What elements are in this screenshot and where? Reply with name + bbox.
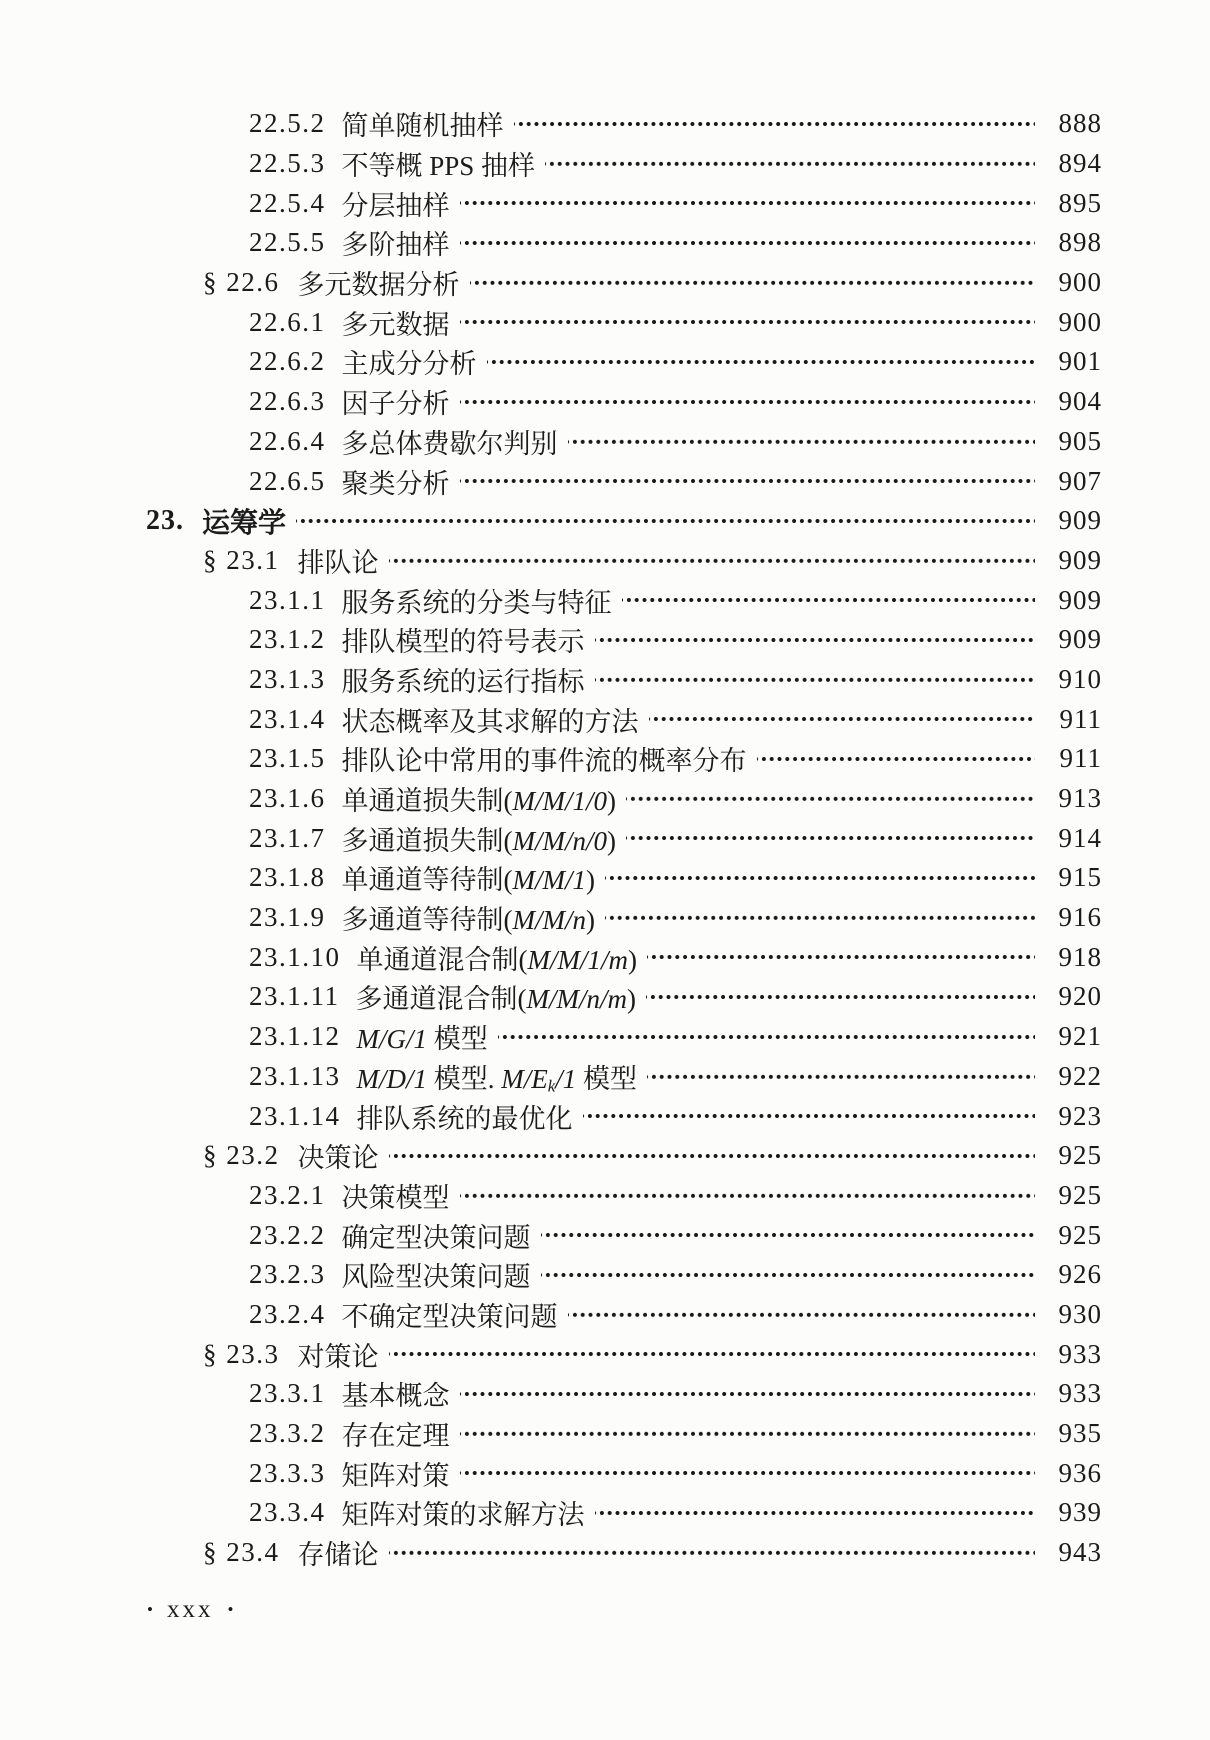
toc-entry-number: 23.1.13 (249, 1060, 341, 1091)
dot-leader (605, 898, 1035, 938)
dot-leader (389, 1533, 1036, 1573)
toc-entry-title (342, 223, 450, 262)
toc-entry-title (356, 977, 637, 1016)
toc-title-text-segment: 多通道混合制( (355, 984, 527, 1015)
toc-title-text-segment: 多元数据分析 (297, 270, 460, 301)
toc-row (0, 461, 1210, 501)
dot-leader (595, 660, 1036, 700)
toc-title-text-segment: 存在定理 (341, 1421, 450, 1452)
toc-row (0, 977, 1210, 1017)
dot-leader (541, 1215, 1036, 1255)
toc-entry-title (342, 144, 536, 183)
dot-leader (389, 1136, 1036, 1176)
toc-title-math-segment: M/M/n (512, 905, 586, 936)
toc-title-text-segment: 运筹学 (202, 507, 287, 539)
toc-row (0, 541, 1210, 581)
toc-title-text-segment: 单通道损失制( (341, 786, 513, 817)
toc-title-text-segment: 确定型决策问题 (341, 1222, 531, 1253)
page-number: 930 (1058, 1298, 1102, 1329)
toc-title-text-segment: ) (628, 944, 637, 975)
toc-entry-title (298, 1136, 379, 1175)
dot-leader (460, 461, 1036, 501)
dot-leader (460, 223, 1036, 263)
page-number: 909 (1058, 505, 1102, 536)
toc-title-text-segment: 服务系统的运行指标 (341, 666, 585, 697)
page-number: 914 (1058, 822, 1102, 853)
toc-entry-number: 22.5.2 (249, 108, 326, 139)
dot-leader (541, 1255, 1036, 1295)
toc-row (0, 898, 1210, 938)
toc-title-text-segment: 因子分析 (341, 389, 450, 420)
dot-leader (583, 1096, 1036, 1136)
toc-entry-number: 23.2.2 (249, 1219, 326, 1250)
toc-entry-title (342, 462, 450, 501)
page-number: 921 (1058, 1021, 1102, 1052)
dot-leader (626, 779, 1035, 819)
dot-leader (389, 541, 1036, 581)
page-number: 895 (1058, 187, 1102, 218)
toc-title-text-segment: 不等概 PPS 抽样 (341, 151, 536, 182)
page-number: 894 (1058, 148, 1102, 179)
toc-row (0, 1215, 1210, 1255)
toc-entry-number: § 23.1 (203, 544, 280, 575)
toc-entry-number: 23.1.11 (249, 981, 340, 1012)
page-number: 925 (1058, 1219, 1102, 1250)
toc-title-math-segment: k (547, 1076, 556, 1096)
toc-entry-title (342, 898, 596, 937)
toc-entry-number: 23.1.7 (249, 822, 326, 853)
toc-entry-title (342, 303, 450, 342)
dot-leader (646, 977, 1035, 1017)
page-number: 909 (1058, 544, 1102, 575)
toc-title-text-segment: 服务系统的分类与特征 (341, 587, 612, 618)
toc-title-text-segment: 单通道等待制( (341, 865, 513, 896)
toc-title-text-segment: 矩阵对策的求解方法 (341, 1500, 585, 1531)
dot-leader (460, 183, 1036, 223)
page-number: 936 (1058, 1457, 1102, 1488)
toc-row (0, 620, 1210, 660)
dot-leader (568, 1295, 1036, 1335)
toc-row (0, 1136, 1210, 1176)
page-number: 935 (1058, 1418, 1102, 1449)
toc-title-text-segment: 状态概率及其求解的方法 (341, 706, 639, 737)
toc-row (0, 1255, 1210, 1295)
page-number: 900 (1058, 306, 1102, 337)
dot-leader (514, 104, 1036, 144)
page-number: 909 (1058, 624, 1102, 655)
toc-entry-number: 22.5.4 (249, 187, 326, 218)
toc-title-text-segment: 排队论 (297, 547, 379, 578)
toc-entry-number: 22.6.1 (249, 306, 326, 337)
toc-row (0, 302, 1210, 342)
dot-leader (460, 1414, 1036, 1454)
toc-entry-title (342, 184, 450, 223)
toc-entry-title (342, 422, 558, 461)
dot-leader (647, 937, 1035, 977)
page-number: 916 (1058, 902, 1102, 933)
toc-entry-title (342, 700, 639, 739)
toc-entry-number: 23.1.4 (249, 703, 326, 734)
toc-title-math-segment: M/E (501, 1063, 548, 1094)
dot-leader (296, 501, 1035, 541)
toc-entry-title (342, 104, 504, 143)
toc-title-text-segment: 排队模型的符号表示 (341, 627, 585, 658)
toc-row (0, 422, 1210, 462)
toc-row (0, 858, 1210, 898)
toc-row (0, 104, 1210, 144)
dot-leader (647, 1057, 1035, 1097)
toc-entry-number: 23.2.4 (249, 1298, 326, 1329)
toc-row (0, 1295, 1210, 1335)
toc-entry-number: 23.1.6 (249, 783, 326, 814)
toc-entry-title (357, 1017, 488, 1056)
toc-title-text-segment: 单通道混合制( (356, 944, 528, 975)
page-number: 900 (1058, 267, 1102, 298)
page-footer (147, 1596, 233, 1624)
toc-row (0, 1017, 1210, 1057)
toc-entry-number: 22.6.5 (249, 465, 326, 496)
page-number: 907 (1058, 465, 1102, 496)
page-number: 943 (1058, 1537, 1102, 1568)
dot-leader (487, 342, 1036, 382)
toc-title-math-segment: M/D/1 (356, 1063, 427, 1094)
toc-entry-number: 23.2.1 (249, 1179, 326, 1210)
dot-leader (622, 580, 1036, 620)
toc-entry-number: 22.6.4 (249, 425, 326, 456)
dot-leader (460, 1374, 1036, 1414)
toc-entry-title (342, 1374, 450, 1413)
toc-title-text-segment: 排队论中常用的事件流的概率分布 (341, 746, 747, 777)
toc-title-text-segment: ) (627, 984, 636, 1015)
toc-row (0, 1453, 1210, 1493)
toc-entry-title (342, 581, 612, 620)
page-number: 926 (1058, 1259, 1102, 1290)
page-number: 933 (1058, 1338, 1102, 1369)
toc-entry-number: 23.2.3 (249, 1259, 326, 1290)
toc-entry-title (342, 1414, 450, 1453)
toc-title-math-segment: M/M/n/0 (512, 825, 607, 856)
toc-entry-title (357, 938, 638, 977)
page-number: 888 (1058, 108, 1102, 139)
toc-title-text-segment: 多阶抽样 (341, 230, 450, 261)
toc-title-text-segment: ) (586, 865, 595, 896)
toc-title-text-segment: 矩阵对策 (341, 1460, 450, 1491)
toc-entry-number: 23.1.9 (249, 902, 326, 933)
toc-title-math-segment: /1 (555, 1063, 577, 1094)
toc-entry-number: 23.1.12 (249, 1021, 341, 1052)
toc-row (0, 1176, 1210, 1216)
toc-row (0, 183, 1210, 223)
page-number: 920 (1058, 981, 1102, 1012)
toc-entry-number: 23.1.1 (249, 584, 326, 615)
toc-entry-title (342, 620, 585, 659)
toc-row (0, 1057, 1210, 1097)
toc-title-math-segment: M/G/1 (356, 1024, 427, 1055)
toc-title-text-segment: 模型 (427, 1024, 488, 1055)
toc-row (0, 144, 1210, 184)
page-number: 933 (1058, 1378, 1102, 1409)
toc-entry-title (342, 1216, 531, 1255)
toc-entry-number: 23.3.1 (249, 1378, 326, 1409)
toc-entry-title (342, 1454, 450, 1493)
toc-entry-number: 23.1.3 (249, 663, 326, 694)
toc-entry-number: 23.1.14 (249, 1100, 341, 1131)
toc-row (0, 382, 1210, 422)
page-number: 939 (1058, 1497, 1102, 1528)
page-number: 909 (1058, 584, 1102, 615)
toc-row (0, 1334, 1210, 1374)
toc-title-text-segment: 多通道等待制( (341, 905, 513, 936)
toc-row (0, 1414, 1210, 1454)
toc-title-text-segment: 多通道损失制( (341, 825, 513, 856)
toc-row (0, 501, 1210, 541)
toc-entry-title (298, 541, 379, 580)
toc-row (0, 1493, 1210, 1533)
toc-row (0, 580, 1210, 620)
toc-entry-number: 23.1.5 (249, 743, 326, 774)
page-number: 910 (1058, 663, 1102, 694)
toc-entry-number: § 23.3 (203, 1338, 280, 1369)
toc-entry-title (342, 382, 450, 421)
toc-row (0, 1096, 1210, 1136)
toc-entry-title (342, 660, 585, 699)
toc-entry-number: § 23.2 (203, 1140, 280, 1171)
toc-entry-number: 23.3.3 (249, 1457, 326, 1488)
page-number: 905 (1058, 425, 1102, 456)
footer-bullet-right: • (227, 1600, 234, 1619)
toc-title-text-segment: 决策论 (297, 1143, 379, 1174)
toc-title-text-segment: ) (586, 905, 595, 936)
toc-title-text-segment: 主成分分析 (341, 349, 477, 380)
toc-row (0, 818, 1210, 858)
page-number: 925 (1058, 1179, 1102, 1210)
page-number: 923 (1058, 1100, 1102, 1131)
toc-entry-number: 22.6.3 (249, 386, 326, 417)
toc-row (0, 263, 1210, 303)
toc-title-text-segment: 简单随机抽样 (341, 111, 504, 142)
dot-leader (757, 739, 1036, 779)
page-number: 915 (1058, 862, 1102, 893)
page-number: 918 (1058, 941, 1102, 972)
dot-leader (460, 382, 1036, 422)
toc-row (0, 699, 1210, 739)
toc-entry-title (342, 342, 477, 381)
toc-row (0, 660, 1210, 700)
toc-entry-number: 23.1.2 (249, 624, 326, 655)
toc-entry-title (357, 1097, 573, 1136)
toc-entry-title (342, 1255, 531, 1294)
page-number: 898 (1058, 227, 1102, 258)
toc-entry-title (342, 1493, 585, 1532)
toc-row (0, 779, 1210, 819)
toc-entry-number: 23.1.10 (249, 941, 341, 972)
toc-entry-title (342, 779, 617, 818)
toc-entry-title (298, 263, 460, 302)
page-number: 904 (1058, 386, 1102, 417)
toc-entry-number: 23.1.8 (249, 862, 326, 893)
dot-leader (460, 1453, 1036, 1493)
toc-title-text-segment: 模型 (576, 1063, 637, 1094)
toc-entry-title (342, 1176, 450, 1215)
toc-entry-title (298, 1335, 379, 1374)
toc-entry-number: § 23.4 (203, 1537, 280, 1568)
dot-leader (460, 1176, 1036, 1216)
toc-title-text-segment: 风险型决策问题 (341, 1262, 531, 1293)
dot-leader (460, 302, 1036, 342)
toc-entry-number: 22.6.2 (249, 346, 326, 377)
toc-entry-title (342, 858, 596, 897)
toc-entry-number: 22.5.3 (249, 148, 326, 179)
page-number: 911 (1059, 703, 1102, 734)
dot-leader (626, 818, 1035, 858)
toc-row (0, 1533, 1210, 1573)
dot-leader (649, 699, 1036, 739)
toc-entry-number: 23. (146, 504, 184, 536)
toc-row (0, 937, 1210, 977)
toc-title-text-segment: 对策论 (297, 1341, 379, 1372)
toc-title-text-segment: 多总体费歇尔判别 (341, 428, 558, 459)
toc-entry-title (342, 739, 747, 778)
dot-leader (470, 263, 1036, 303)
footer-bullet-left: • (147, 1600, 153, 1619)
toc-title-text-segment: 模型. (427, 1063, 502, 1094)
toc-title-text-segment: ) (607, 825, 616, 856)
toc-row (0, 1374, 1210, 1414)
toc-entry-number: 23.3.4 (249, 1497, 326, 1528)
toc (0, 104, 1210, 1572)
page-number: 901 (1058, 346, 1102, 377)
toc-title-text-segment: 聚类分析 (341, 468, 450, 499)
toc-entry-title (298, 1533, 379, 1572)
toc-title-math-segment: M/M/n/m (526, 984, 627, 1015)
toc-entry-number: 22.5.5 (249, 227, 326, 258)
dot-leader (605, 858, 1035, 898)
toc-title-text-segment: 决策模型 (341, 1182, 450, 1213)
toc-title-text-segment: 不确定型决策问题 (341, 1301, 558, 1332)
page-number: 913 (1058, 783, 1102, 814)
toc-row (0, 342, 1210, 382)
toc-entry-title (342, 819, 617, 858)
toc-title-math-segment: M/M/1/0 (512, 786, 607, 817)
page-number: 911 (1059, 743, 1102, 774)
dot-leader (595, 1493, 1036, 1533)
toc-entry-number: 23.3.2 (249, 1418, 326, 1449)
toc-title-text-segment: 多元数据 (341, 309, 450, 340)
toc-entry-title (342, 1295, 558, 1334)
toc-title-text-segment: 排队系统的最优化 (356, 1103, 573, 1134)
toc-row (0, 739, 1210, 779)
dot-leader (545, 144, 1035, 184)
dot-leader (498, 1017, 1035, 1057)
toc-title-math-segment: M/M/1/m (527, 944, 628, 975)
toc-title-text-segment: 存储论 (297, 1540, 379, 1571)
toc-title-text-segment: 分层抽样 (341, 190, 450, 221)
dot-leader (595, 620, 1036, 660)
toc-entry-title (357, 1057, 637, 1097)
toc-title-math-segment: M/M/1 (512, 865, 586, 896)
toc-title-text-segment: 基本概念 (341, 1381, 450, 1412)
dot-leader (389, 1334, 1036, 1374)
toc-entry-title (202, 501, 286, 541)
toc-title-text-segment: ) (607, 786, 616, 817)
toc-row (0, 223, 1210, 263)
page-number: 925 (1058, 1140, 1102, 1171)
dot-leader (568, 422, 1036, 462)
footer-page-label: xxx (166, 1596, 214, 1623)
toc-entry-number: § 22.6 (203, 267, 280, 298)
page-number: 922 (1058, 1060, 1102, 1091)
